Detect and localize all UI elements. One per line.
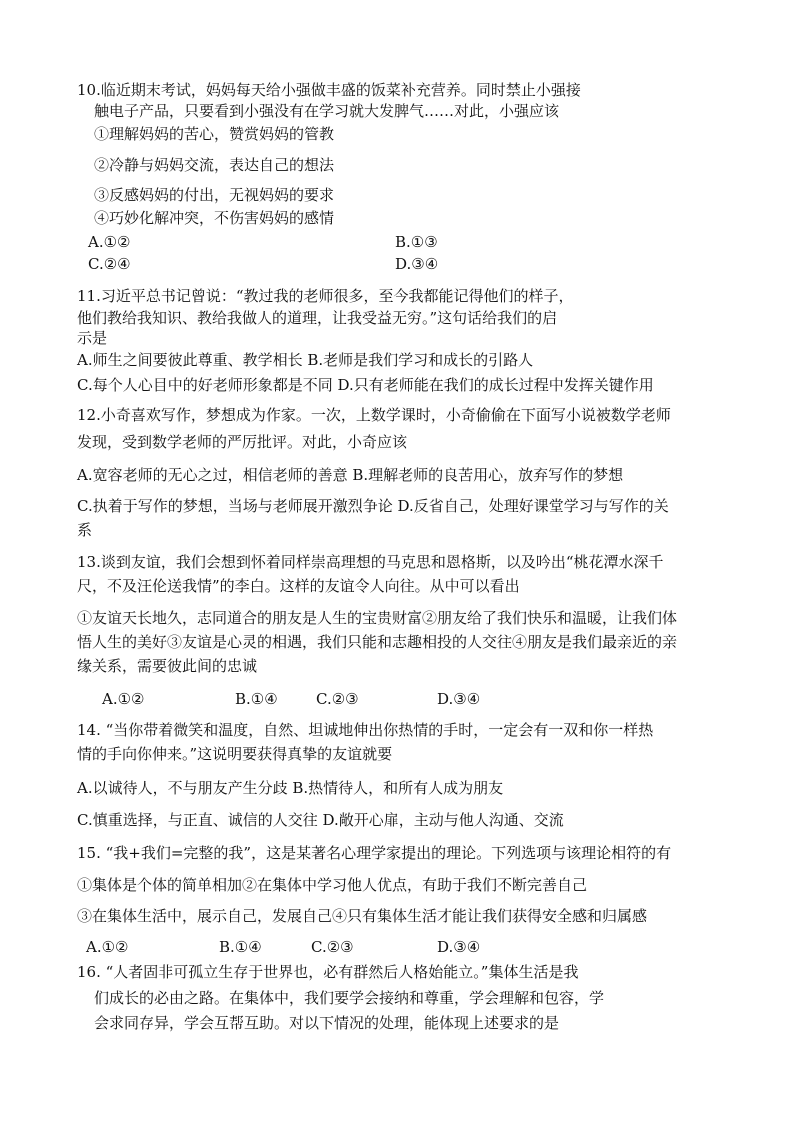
- q12-options-ab: A.宽容老师的无心之过，相信老师的善意 B.理解老师的良苦用心，放弃写作的梦想: [77, 466, 624, 484]
- q15-option-a: A.①②: [86, 938, 129, 956]
- q10-stem-line-2: 触电子产品，只要看到小强没有在学习就大发脾气……对此，小强应该: [94, 102, 560, 120]
- q10-statement-3: ③反感妈妈的付出，无视妈妈的要求: [94, 186, 335, 204]
- q11-stem-line-3: 示是: [77, 329, 108, 347]
- q13-option-c: C.②③: [316, 690, 359, 708]
- q10-statement-2: ②冷静与妈妈交流，表达自己的想法: [94, 156, 335, 174]
- q13-option-b: B.①④: [235, 690, 278, 708]
- q12-stem-line-1: 12.小奇喜欢写作，梦想成为作家。一次，上数学课时，小奇偷偷在下面写小说被数学老师: [77, 406, 671, 424]
- q13-statements-line-3: 缘关系，需要彼此间的忠诚: [77, 657, 258, 675]
- q10-option-d: D.③④: [395, 255, 439, 273]
- q10-statement-1: ①理解妈妈的苦心，赞赏妈妈的管教: [94, 125, 335, 143]
- q15-statements-line-1: ①集体是个体的简单相加②在集体中学习他人优点，有助于我们不断完善自己: [77, 876, 588, 894]
- q13-option-a: A.①②: [102, 690, 145, 708]
- q10-stem-line-1: 10.临近期末考试，妈妈每天给小强做丰盛的饭菜补充营养。同时禁止小强接: [77, 81, 581, 99]
- q15-option-b: B.①④: [219, 938, 262, 956]
- q10-option-c: C.②④: [88, 255, 131, 273]
- q11-options-cd: C.每个人心目中的好老师形象都是不同 D.只有老师能在我们的成长过程中发挥关键作用: [77, 376, 654, 394]
- q13-stem-line-1: 13.谈到友谊，我们会想到怀着同样崇高理想的马克思和恩格斯，以及吟出“桃花潭水深千: [77, 553, 664, 571]
- q15-stem-line-1: 15. “我+我们=完整的我”，这是某著名心理学家提出的理论。下列选项与该理论相符的有: [77, 844, 672, 862]
- q15-option-d: D.③④: [437, 938, 481, 956]
- q13-statements-line-1: ①友谊天长地久，志同道合的朋友是人生的宝贵财富②朋友给了我们快乐和温暖，让我们体: [77, 609, 678, 627]
- q11-options-ab: A.师生之间要彼此尊重、教学相长 B.老师是我们学习和成长的引路人: [77, 351, 534, 369]
- q15-option-c: C.②③: [311, 938, 354, 956]
- q15-statements-line-2: ③在集体生活中，展示自己，发展自己④只有集体生活才能让我们获得安全感和归属感: [77, 907, 648, 925]
- q14-stem-line-1: 14. “当你带着微笑和温度，自然、坦诚地伸出你热情的手时，一定会有一双和你一样热: [77, 721, 654, 739]
- q16-stem-line-3: 会求同存异，学会互帮互助。对以下情况的处理，能体现上述要求的是: [94, 1014, 560, 1032]
- q12-options-cd-line-1: C.执着于写作的梦想，当场与老师展开激烈争论 D.反省自己，处理好课堂学习与写作的关: [77, 497, 669, 515]
- q16-stem-line-2: 们成长的必由之路。在集体中，我们要学会接纳和尊重，学会理解和包容，学: [94, 989, 605, 1007]
- q10-option-a: A.①②: [88, 233, 131, 251]
- q14-options-cd: C.慎重选择，与正直、诚信的人交往 D.敞开心扉，主动与他人沟通、交流: [77, 811, 564, 829]
- q14-options-ab: A.以诚待人，不与朋友产生分歧 B.热情待人，和所有人成为朋友: [77, 779, 504, 797]
- q14-stem-line-2: 情的手向你伸来。”这说明要获得真挚的友谊就要: [77, 745, 393, 763]
- q13-option-d: D.③④: [437, 690, 481, 708]
- q13-statements-line-2: 悟人生的美好③友谊是心灵的相遇，我们只能和志趣相投的人交往④朋友是我们最亲近的亲: [77, 633, 678, 651]
- q11-stem-line-2: 他们教给我知识、教给我做人的道理，让我受益无穷。”这句话给我们的启: [77, 309, 558, 327]
- q13-stem-line-2: 尺，不及汪伦送我情”的李白。这样的友谊令人向往。从中可以看出: [77, 577, 520, 595]
- q12-stem-line-2: 发现，受到数学老师的严厉批评。对此，小奇应该: [77, 433, 408, 451]
- q10-option-b: B.①③: [395, 233, 438, 251]
- q16-stem-line-1: 16. “人者固非可孤立生存于世界也，必有群然后人格始能立。”集体生活是我: [77, 963, 579, 981]
- q11-stem-line-1: 11.习近平总书记曾说：“教过我的老师很多，至今我都能记得他们的样子，: [77, 287, 574, 305]
- q10-statement-4: ④巧妙化解冲突，不伤害妈妈的感情: [94, 209, 335, 227]
- q12-options-cd-line-2: 系: [77, 521, 93, 539]
